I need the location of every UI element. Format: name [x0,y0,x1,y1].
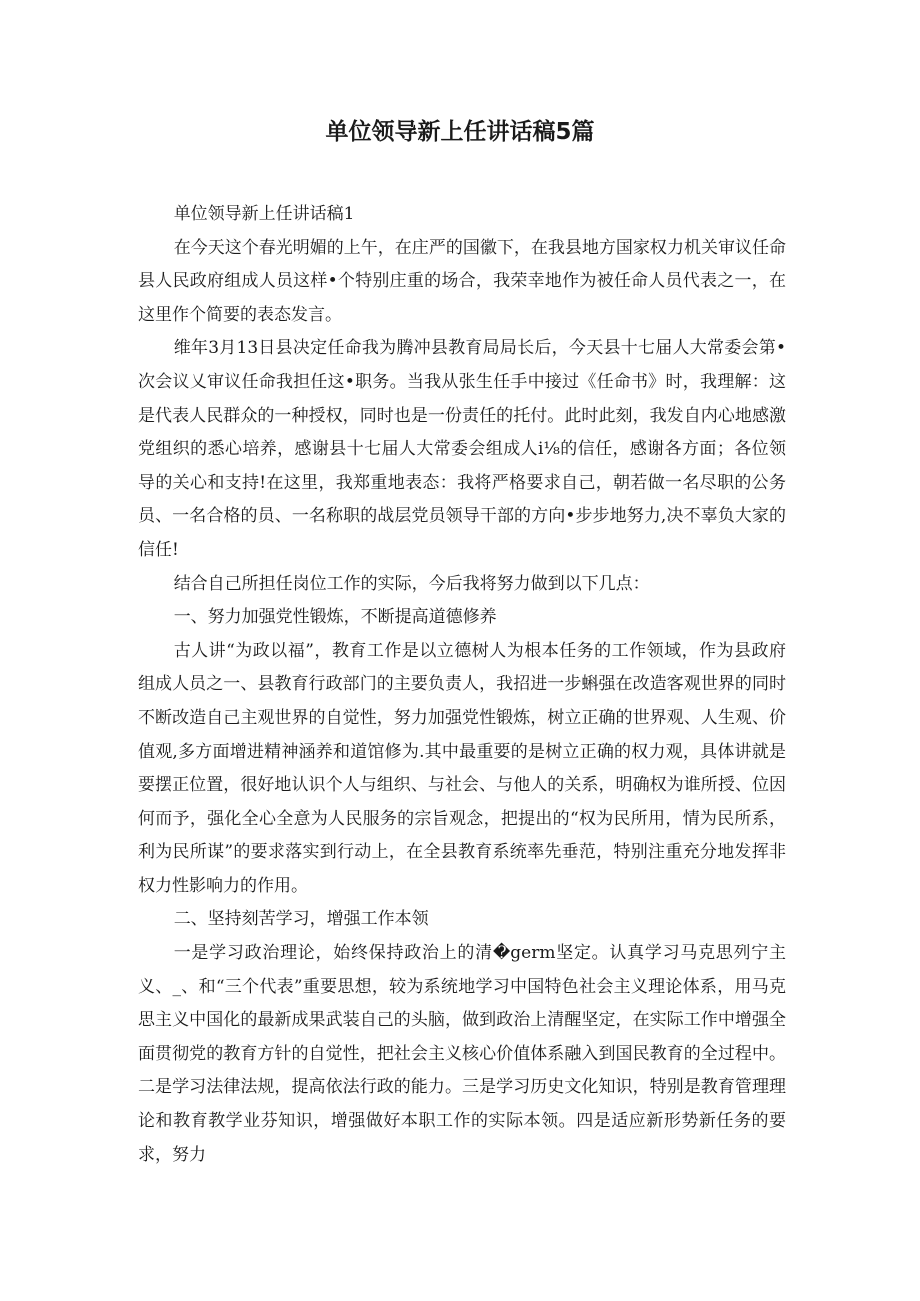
paragraph: 古人讲“为政以福”，教育工作是以立德树人为根本任务的工作领域，作为县政府组成人员之一、县教育行政部门的主要负责人，我招进一步蝌强在改造客观世界的同时不断改造自己主观世界的自觉性，努力加强党性锻炼，树立正确的世界观、人生观、价值观,多方面增进精神涵养和道馆修为.其中最重要的是树立正确的权力观，具体讲就是要摆正位置，很好地认识个人与组织、与社会、与他人的关系，明确权为谁所授、位因何而予，强化全心全意为人民服务的宗旨观念，把提出的“权为民所用，情为民所系，利为民所谋”的要求落实到行动上，在全县教育系统率先垂范，特别注重充分地发挥非权力性影响力的作用。 [138,640,786,896]
document-body [138,198,786,1172]
paragraph: 结合自己所担任岗位工作的实际，今后我将努力做到以下几点： [173,573,650,594]
paragraph: 在今天这个春光明媚的上午，在庄严的国徽下，在我县地方国家权力机关审议任命县人民政府组成人员这样•个特别庄重的场合，我荣幸地作为被任命人员代表之一，在这里作个简要的表态发言。 [138,237,786,325]
document-title: 单位领导新上任讲话稿5篇 [325,119,595,145]
section-heading: 二、坚持刻苦学习，增强工作本领 [173,909,429,930]
section-heading: 单位领导新上任讲话稿1 [173,204,355,224]
paragraph: 一是学习政治理论，始终保持政治上的清�germ坚定。认真学习马克思列宁主义、_、和“三个代表”重要思想，较为系统地学习中国特色社会主义理论体系，用马克思主义中国化的最新成果武装自己的头脑，做到政治上清醒坚定，在实际工作中增强全面贯彻党的教育方针的自觉性，把社会主义核心价值体系融入到国民教育的全过程中。二是学习法律法规，提高依法行政的能力。三是学习历史文化知识，特别是教育管理理论和教育教学业芬知识，增强做好本职工作的实际本领。四是适应新形势新任务的要求，努力 [138,943,786,1165]
section-heading: 一、努力加强党性锻炼，不断提高道德修养 [173,607,497,628]
paragraph: 维年3月13日县决定任命我为腾冲县教育局局长后，今天县十七届人大常委会第•次会议乂审议任命我担任这•职务。当我从张生任手中接过《任命书》时，我理解：这是代表人民群众的一种授权，同时也是一份责任的托付。此时此刻，我发自内心地感激党组织的悉心培养，感谢县十七届人大常委会组成人i⅛的信任，感谢各方面；各位领导的关心和支持!在这里，我郑重地表态：我将严格要求自己，朝若做一名尽职的公务员、一名合格的员、一名称职的战层党员领导干部的方向•步步地努力,决不辜负大家的信任! [138,338,786,560]
